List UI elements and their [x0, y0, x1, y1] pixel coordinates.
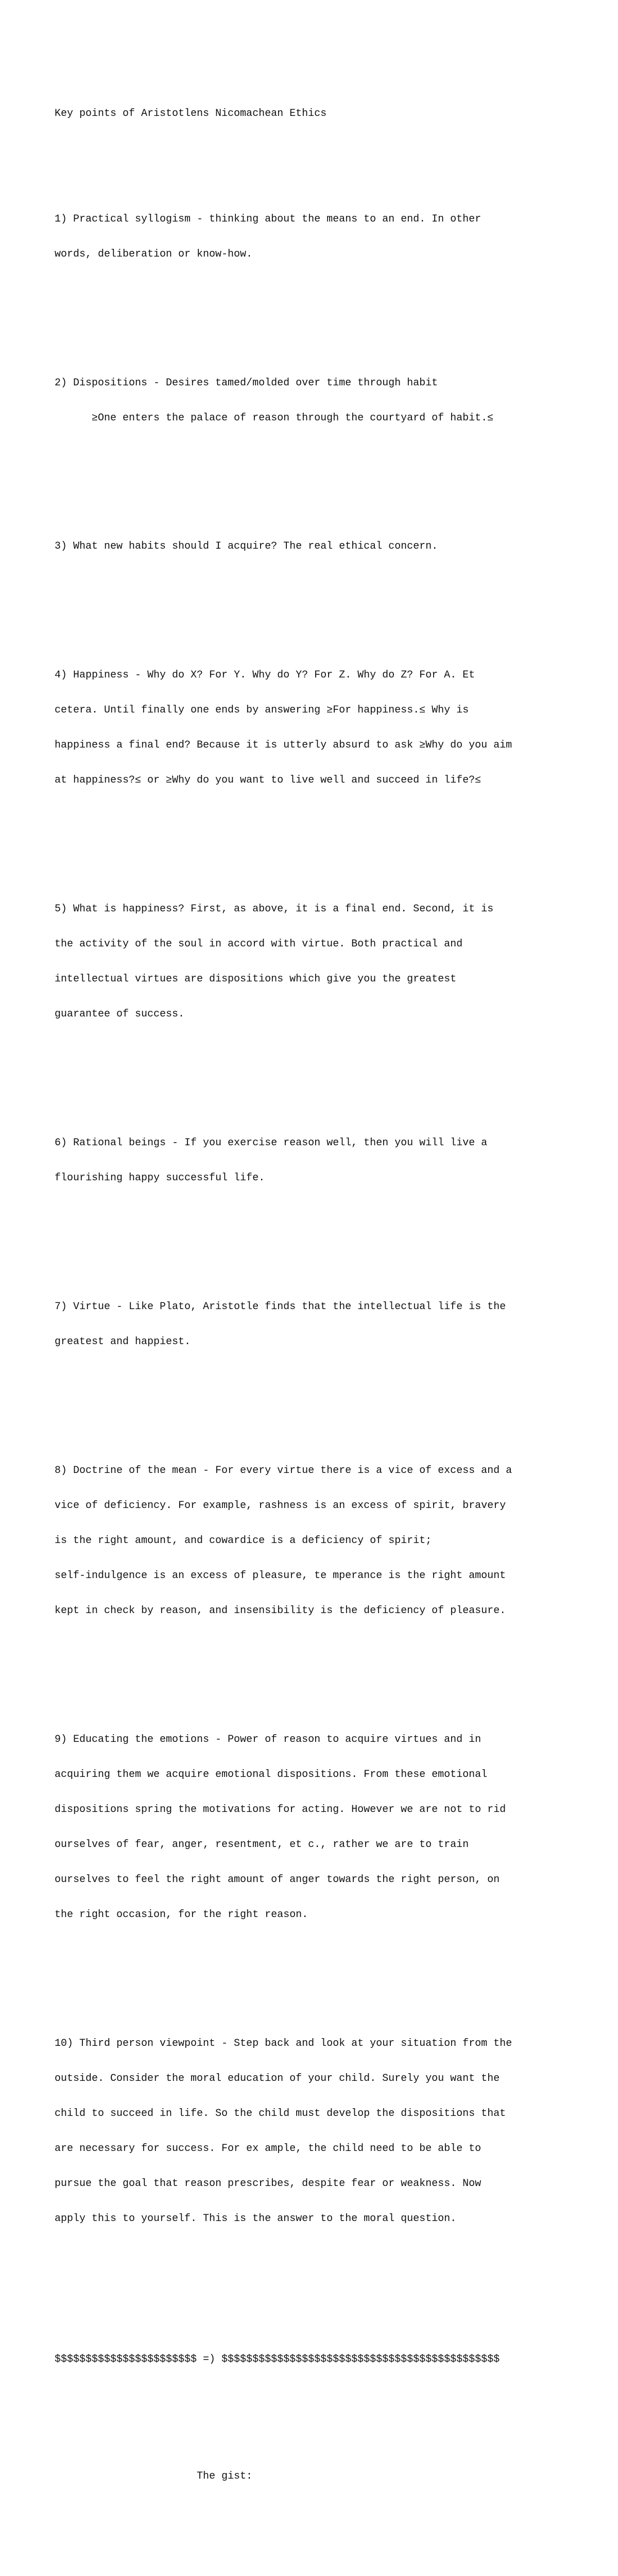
document-body [55, 85, 600, 2576]
point-line: 2) Dispositions - Desires tamed/molded over time through habit [55, 378, 600, 389]
point-line: apply this to yourself. This is the answer to the moral question. [55, 2213, 600, 2225]
point-line: guarantee of success. [55, 1009, 600, 1021]
document-page [0, 0, 618, 800]
point-line: is the right amount, and cowardice is a deficiency of spirit; [55, 1535, 600, 1547]
blank-line [55, 144, 600, 156]
point-line: cetera. Until finally one ends by answering ≥For happiness.≤ Why is [55, 705, 600, 717]
gist-heading: The gist: [55, 2471, 600, 2483]
blank-line [55, 2307, 600, 2319]
point-3 [55, 518, 600, 577]
point-line: intellectual virtues are dispositions which give you the greatest [55, 974, 600, 986]
point-line: 10) Third person viewpoint - Step back and look at your situation from the [55, 2038, 600, 2050]
point-line: 4) Happiness - Why do X? For Y. Why do Y? For Z. Why do Z? For A. Et [55, 670, 600, 682]
point-7 [55, 1278, 600, 1371]
blank-line [55, 1231, 600, 1243]
point-line: the right occasion, for the right reason. [55, 1909, 600, 1921]
point-line: ourselves to feel the right amount of anger towards the right person, on [55, 1874, 600, 1886]
blank-line [55, 1664, 600, 1675]
point-line: at happiness?≤ or ≥Why do you want to live well and succeed in life?≤ [55, 775, 600, 787]
point-line: 9) Educating the emotions - Power of reason to acquire virtues and in [55, 1734, 600, 1746]
point-6 [55, 1114, 600, 1208]
point-8 [55, 1442, 600, 1640]
quote-line: ≥One enters the palace of reason through the courtyard of habit.≤ [55, 413, 600, 425]
point-1 [55, 190, 600, 284]
blank-line [55, 600, 600, 612]
point-line: 6) Rational beings - If you exercise reason well, then you will live a [55, 1138, 600, 1149]
blank-line [55, 834, 600, 845]
point-line: words, deliberation or know-how. [55, 249, 600, 261]
point-4 [55, 647, 600, 810]
point-line: happiness a final end? Because it is utterly absurd to ask ≥Why do you aim [55, 740, 600, 752]
point-line: 7) Virtue - Like Plato, Aristotle finds that the intellectual life is the [55, 1301, 600, 1313]
blank-line [55, 2272, 600, 2284]
point-line: are necessary for success. For ex ample, the child need to be able to [55, 2143, 600, 2155]
point-line: pursue the goal that reason prescribes, despite fear or weakness. Now [55, 2178, 600, 2190]
point-10 [55, 2014, 600, 2248]
blank-line [55, 1067, 600, 1079]
point-line: kept in check by reason, and insensibility is the deficiency of pleasure. [55, 1605, 600, 1617]
point-line: greatest and happiest. [55, 1336, 600, 1348]
blank-line [55, 2506, 600, 2518]
blank-line [55, 1968, 600, 1980]
point-line: 5) What is happiness? First, as above, it is a final end. Second, it is [55, 904, 600, 916]
gist-paragraph [55, 2553, 600, 2576]
point-line: flourishing happy successful life. [55, 1173, 600, 1184]
blank-line [55, 1395, 600, 1406]
point-line: 1) Practical syllogism - thinking about the means to an end. In other [55, 214, 600, 226]
point-line: dispositions spring the motivations for acting. However we are not to rid [55, 1804, 600, 1816]
blank-line [55, 2424, 600, 2436]
point-line: 8) Doctrine of the mean - For every virtue there is a vice of excess and a [55, 1465, 600, 1477]
point-line: self-indulgence is an excess of pleasure, te mperance is the right amount [55, 1570, 600, 1582]
point-5 [55, 880, 600, 1044]
dollar-separator: $$$$$$$$$$$$$$$$$$$$$$$ =) $$$$$$$$$$$$$$$$$$$$$$$$$$$$$$$$$$$$$$$$$$$$$ [55, 2354, 600, 2366]
point-line: outside. Consider the moral education of your child. Surely you want the [55, 2073, 600, 2085]
point-line: the activity of the soul in accord with virtue. Both practical and [55, 939, 600, 951]
blank-line [55, 307, 600, 319]
point-line: ourselves of fear, anger, resentment, et c., rather we are to train [55, 1839, 600, 1851]
blank-line [55, 471, 600, 483]
point-line: child to succeed in life. So the child must develop the dispositions that [55, 2108, 600, 2120]
point-line: vice of deficiency. For example, rashness is an excess of spirit, bravery [55, 1500, 600, 1512]
point-line: acquiring them we acquire emotional dispositions. From these emotional [55, 1769, 600, 1781]
point-9 [55, 1710, 600, 1944]
point-2 [55, 354, 600, 448]
document-title: Key points of Aristotlens Nicomachean Ethics [55, 108, 600, 120]
blank-line [55, 2389, 600, 2401]
point-line: 3) What new habits should I acquire? The real ethical concern. [55, 541, 600, 553]
